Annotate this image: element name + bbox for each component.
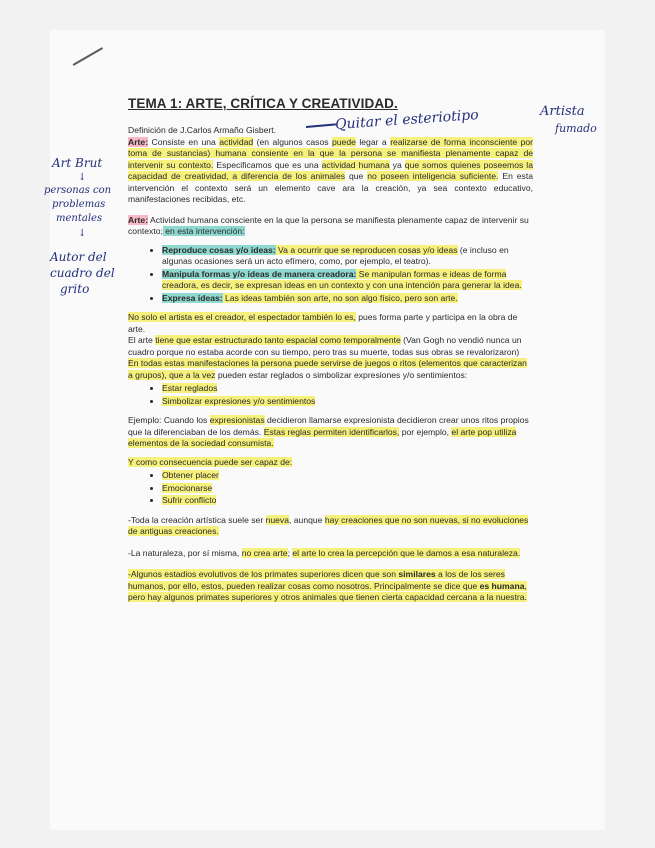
paragraph-nature: -La naturaleza, por sí misma, no crea arte; el arte lo crea la percepción que le damos a esa naturaleza.: [128, 547, 521, 558]
paragraph-example: Ejemplo: Cuando los expresionistas decidieron llamarse expresionista decidieron crear unos ritos propios que la diferenciaban de los demás. Estas reglas permiten identificarlos, por ejemplo, el arte pop utiliza elementos de la sociedad consumista.: [128, 415, 529, 448]
list-item: • Simbolizar expresiones y/o sentimientos: [162, 396, 533, 408]
paragraph-art-definition-2: Arte: Actividad humana consciente en la que la persona se manifiesta plenamente capaz de intervenir su contexto; en esta intervención:: [128, 214, 529, 236]
handwritten-note-mentales: mentales: [56, 213, 103, 224]
term-label: Arte:: [128, 214, 149, 225]
paragraph-art-definition-1: Arte: Consiste en una actividad (en algunos casos puede legar a realizarse de forma inconsciente por toma de sustancias) humana consiente en la que la persona se manifiesta plenamente capaz de intervenir su contexto. Especificamos que es una actividad humana ya que somos quienes poseemos la capacidad de creatividad, a diferencia de los animales que no poseen inteligencia suficiente. En esta intervención el contexto será un elemento cave ara la creación, ya sea contexto educativo, manifestaciones recibidas, etc.: [128, 136, 534, 204]
list-item: • Reproduce cosas y/o ideas: Va a ocurrir que se reproducen cosas y/o ideas (e incluso en algunas ocasiones será un acto efímero, como, por ejemplo, el teatro).: [162, 245, 533, 268]
handwritten-note-problemas: problemas: [52, 199, 106, 210]
handwritten-note-cuadro: cuadro del: [50, 266, 115, 280]
handwritten-note-artista: Artista: [540, 104, 585, 119]
term-label: Arte:: [128, 136, 149, 147]
list-item: • Obtener placer: [162, 470, 533, 482]
list-item: • Manipula formas y/o ideas de manera creadora: Se manipulan formas e ideas de forma creadora, es decir, se expresan ideas en un contexto y con una intención para generar la idea.: [162, 269, 533, 292]
handwritten-note-grito: grito: [60, 282, 90, 296]
paragraph-spectator: No solo el artista es el creador, el espectador también lo es, pues forma parte y participa en la obra de arte.: [128, 312, 518, 334]
list-item: • Estar reglados: [162, 383, 533, 395]
paragraph-rituals: En todas estas manifestaciones la persona puede servirse de juegos o ritos (elementos que caracterizan a grupos), que a la vez pueden estar reglados o simbolizar expresiones y/o sentimientos:: [128, 358, 527, 380]
handwritten-note-quitar: Quitar el esteriotipo: [334, 107, 480, 133]
handwritten-arrow: ↓: [78, 228, 87, 239]
list-item: • Sufrir conflicto: [162, 495, 533, 507]
paragraph-novelty: -Toda la creación artística suele ser nueva, aunque hay creaciones que no son nuevas, si no evoluciones de antiguas creaciones.: [128, 514, 529, 536]
handwritten-arrow: ↓: [78, 172, 87, 183]
list-item: • Emocionarse: [162, 483, 533, 495]
bullet-list-consequences: [128, 470, 533, 507]
paragraph-consequence: Y como consecuencia puede ser capaz de:: [128, 456, 293, 467]
handwritten-note-art-brut: Art Brut: [52, 156, 103, 170]
paragraph-structure: El arte tiene que estar estructurado tanto espacial como temporalmente (Van Gogh no vendió nunca un cuadro porque no estaba acorde con su tiempo, pero tras su muerte, todas sus obras se revalorizaron): [128, 335, 522, 357]
handwritten-note-autor: Autor del: [50, 250, 107, 264]
bullet-list-intervention: [128, 245, 533, 305]
page-title: TEMA 1: ARTE, CRÍTICA Y CREATIVIDAD.: [128, 96, 398, 111]
paragraph-primates: -Algunos estadios evolutivos de los primates superiores dicen que son similares a los de los seres humanos, por ello, estos, pueden realizar cosas como nosotros. Principalmente se dice que es humana, pero hay algunos primates superiores y otros animales que tienen cierta capacidad cercana a la nuestra.: [128, 569, 527, 602]
document-body: [128, 96, 533, 611]
bullet-list-rituals: [128, 383, 533, 407]
definition-source: Definición de J.Carlos Armaño Gisbert.: [128, 125, 277, 135]
handwritten-note-personas: personas con: [44, 185, 112, 196]
list-item: • Expresa ideas: Las ideas también son arte, no son algo físico, pero son arte.: [162, 293, 533, 305]
handwritten-note-fumado: fumado: [555, 122, 597, 135]
